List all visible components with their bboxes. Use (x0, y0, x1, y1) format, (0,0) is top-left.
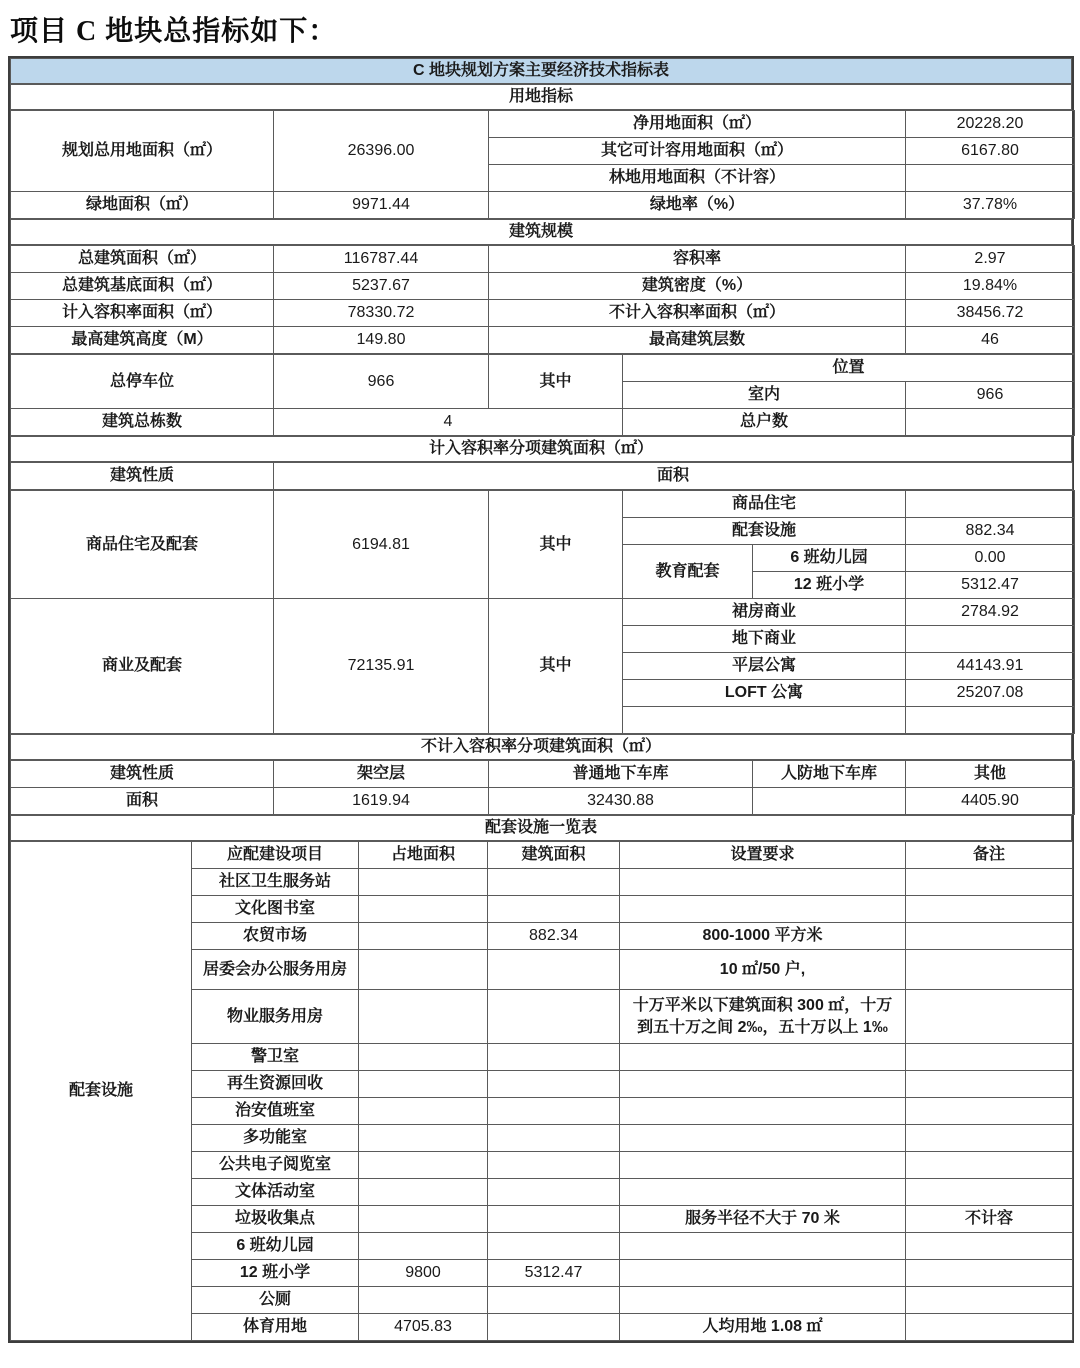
facility-name-cell: 文化图书室 (192, 896, 359, 923)
facility-remark-cell (906, 1260, 1073, 1287)
far-excluded-value-cell: 1619.94 (274, 788, 489, 815)
planned-total-area-label: 规划总用地面积（㎡） (11, 111, 274, 192)
facility-floor-area-cell (488, 1206, 620, 1233)
far-excluded-header-cell: 普通地下车库 (489, 761, 753, 788)
facility-name-cell: 居委会办公服务用房 (192, 950, 359, 990)
facility-col-header: 占地面积 (359, 842, 488, 869)
facilities-table (10, 841, 1073, 1341)
building-metric-value: 38456.72 (906, 300, 1075, 327)
far-excluded-value-cell: 4405.90 (906, 788, 1075, 815)
table-row (11, 327, 1075, 354)
building-metric-value: 46 (906, 327, 1075, 354)
far-item-label (623, 707, 906, 734)
facility-name-cell: 农贸市场 (192, 923, 359, 950)
net-area-label: 净用地面积（㎡） (489, 111, 906, 138)
far-excluded-header-cell: 建筑性质 (11, 761, 274, 788)
building-metric-value: 78330.72 (274, 300, 489, 327)
residential-group-label: 商品住宅及配套 (11, 491, 274, 599)
facilities-section-header: 配套设施一览表 (11, 816, 1072, 841)
far-item-value: 44143.91 (906, 653, 1075, 680)
far-item-label: 12 班小学 (753, 572, 906, 599)
table-row (11, 463, 1073, 490)
facility-remark-cell (906, 869, 1073, 896)
among-label: 其中 (489, 355, 623, 409)
facility-requirement-cell: 服务半径不大于 70 米 (620, 1206, 906, 1233)
building-metric-value: 2.97 (906, 246, 1075, 273)
land-section-header: 用地指标 (11, 85, 1072, 110)
facility-remark-cell (906, 896, 1073, 923)
far-item-value: 882.34 (906, 518, 1075, 545)
far-included-section-header: 计入容积率分项建筑面积（㎡） (11, 437, 1072, 462)
far-item-value: 25207.08 (906, 680, 1075, 707)
facility-floor-area-cell (488, 869, 620, 896)
section-header-far-included (10, 436, 1072, 462)
facility-remark-cell (906, 1071, 1073, 1098)
far-item-label: 地下商业 (623, 626, 906, 653)
facility-land-area-cell (359, 1044, 488, 1071)
far-item-label: 平层公寓 (623, 653, 906, 680)
table-row (11, 788, 1075, 815)
facility-name-cell: 垃圾收集点 (192, 1206, 359, 1233)
facility-floor-area-cell (488, 1233, 620, 1260)
building-metric-label: 不计入容积率面积（㎡） (489, 300, 906, 327)
section-header-building (10, 219, 1072, 245)
building-metric-value: 149.80 (274, 327, 489, 354)
facility-side-label: 配套设施 (11, 842, 192, 1341)
facility-land-area-cell (359, 869, 488, 896)
net-area-value: 20228.20 (906, 111, 1075, 138)
facility-name-cell: 文体活动室 (192, 1179, 359, 1206)
commercial-group-label: 商业及配套 (11, 599, 274, 734)
nature-label: 建筑性质 (11, 463, 274, 490)
area-label: 面积 (274, 463, 1073, 490)
far-included-header-row (10, 462, 1073, 490)
facility-requirement-cell (620, 1287, 906, 1314)
facility-floor-area-cell (488, 1152, 620, 1179)
facility-floor-area-cell (488, 950, 620, 990)
facility-floor-area-cell: 5312.47 (488, 1260, 620, 1287)
facility-name-cell: 警卫室 (192, 1044, 359, 1071)
facility-remark-cell (906, 923, 1073, 950)
facility-requirement-cell (620, 1152, 906, 1179)
far-item-value (906, 491, 1075, 518)
section-header-facilities (10, 815, 1072, 841)
other-area-value: 6167.80 (906, 138, 1075, 165)
far-excluded-section-header: 不计入容积率分项建筑面积（㎡） (11, 735, 1072, 760)
facility-land-area-cell: 9800 (359, 1260, 488, 1287)
facility-land-area-cell (359, 990, 488, 1044)
facility-requirement-cell (620, 1125, 906, 1152)
facility-remark-cell (906, 1125, 1073, 1152)
residential-group-value: 6194.81 (274, 491, 489, 599)
facility-remark-cell (906, 1179, 1073, 1206)
table-row (11, 192, 1075, 219)
building-section-header: 建筑规模 (11, 220, 1072, 245)
facility-land-area-cell (359, 1287, 488, 1314)
facility-requirement-cell: 人均用地 1.08 ㎡ (620, 1314, 906, 1341)
position-label: 位置 (623, 355, 1075, 382)
facility-name-cell: 多功能室 (192, 1125, 359, 1152)
table-row (11, 246, 1075, 273)
facility-land-area-cell (359, 1152, 488, 1179)
facility-land-area-cell (359, 1125, 488, 1152)
facility-land-area-cell (359, 1233, 488, 1260)
far-excluded-value-cell (753, 788, 906, 815)
building-metric-label: 计入容积率面积（㎡） (11, 300, 274, 327)
far-item-value (906, 626, 1075, 653)
far-excluded-table (10, 760, 1075, 815)
far-item-label: LOFT 公寓 (623, 680, 906, 707)
facility-col-header: 建筑面积 (488, 842, 620, 869)
facility-land-area-cell (359, 1179, 488, 1206)
planned-total-area-value: 26396.00 (274, 111, 489, 192)
table-row (11, 409, 1075, 436)
building-metric-label: 总建筑面积（㎡） (11, 246, 274, 273)
far-excluded-value-cell: 面积 (11, 788, 274, 815)
facility-remark-cell (906, 1233, 1073, 1260)
other-area-label: 其它可计容用地面积（㎡） (489, 138, 906, 165)
facility-remark-cell (906, 990, 1073, 1044)
far-item-value: 0.00 (906, 545, 1075, 572)
facility-floor-area-cell (488, 1287, 620, 1314)
facility-remark-cell (906, 1287, 1073, 1314)
facility-remark-cell (906, 1314, 1073, 1341)
far-item-value (906, 707, 1075, 734)
facility-remark-cell (906, 1098, 1073, 1125)
facility-name-cell: 公共电子阅览室 (192, 1152, 359, 1179)
green-area-value: 9971.44 (274, 192, 489, 219)
facility-floor-area-cell: 882.34 (488, 923, 620, 950)
building-metric-label: 最高建筑层数 (489, 327, 906, 354)
green-rate-value: 37.78% (906, 192, 1075, 219)
indicator-table (8, 56, 1074, 1343)
indoor-label: 室内 (623, 382, 906, 409)
far-item-value: 2784.92 (906, 599, 1075, 626)
facility-requirement-cell (620, 1179, 906, 1206)
far-item-value: 5312.47 (906, 572, 1075, 599)
households-value (906, 409, 1075, 436)
facility-remark-cell (906, 1152, 1073, 1179)
facility-requirement-cell: 800-1000 平方米 (620, 923, 906, 950)
facility-requirement-cell (620, 1098, 906, 1125)
facility-floor-area-cell (488, 1071, 620, 1098)
facility-requirement-cell (620, 1260, 906, 1287)
far-excluded-header-cell: 人防地下车库 (753, 761, 906, 788)
far-item-label: 裙房商业 (623, 599, 906, 626)
far-item-label: 6 班幼儿园 (753, 545, 906, 572)
parking-table (10, 354, 1075, 436)
facility-floor-area-cell (488, 1314, 620, 1341)
building-table (10, 245, 1075, 354)
table-row (11, 761, 1075, 788)
among-label: 其中 (489, 491, 623, 599)
far-excluded-header-cell: 架空层 (274, 761, 489, 788)
facility-requirement-cell (620, 896, 906, 923)
forest-area-value (906, 165, 1075, 192)
facility-requirement-cell (620, 869, 906, 896)
far-item-label: 商品住宅 (623, 491, 906, 518)
far-excluded-header-cell: 其他 (906, 761, 1075, 788)
building-metric-label: 最高建筑高度（M） (11, 327, 274, 354)
facility-floor-area-cell (488, 1044, 620, 1071)
building-metric-label: 容积率 (489, 246, 906, 273)
facility-requirement-cell (620, 1044, 906, 1071)
facility-name-cell: 公厕 (192, 1287, 359, 1314)
facility-remark-cell (906, 1044, 1073, 1071)
facility-remark-cell (906, 950, 1073, 990)
building-metric-value: 19.84% (906, 273, 1075, 300)
facility-land-area-cell (359, 1071, 488, 1098)
facility-floor-area-cell (488, 990, 620, 1044)
facility-floor-area-cell (488, 1179, 620, 1206)
land-table (10, 110, 1075, 219)
section-header-land (10, 84, 1072, 110)
facility-name-cell: 治安值班室 (192, 1098, 359, 1125)
facility-col-header: 应配建设项目 (192, 842, 359, 869)
green-rate-label: 绿地率（%） (489, 192, 906, 219)
facility-land-area-cell (359, 1098, 488, 1125)
facility-land-area-cell (359, 923, 488, 950)
table-row (11, 355, 1075, 382)
building-metric-label: 建筑密度（%） (489, 273, 906, 300)
facility-floor-area-cell (488, 1125, 620, 1152)
table-row (11, 111, 1075, 138)
table-row (11, 273, 1075, 300)
building-metric-value: 5237.67 (274, 273, 489, 300)
table-title-row (10, 58, 1072, 84)
parking-total-value: 966 (274, 355, 489, 409)
facility-requirement-cell: 十万平米以下建筑面积 300 ㎡，十万到五十万之间 2‰，五十万以上 1‰ (620, 990, 906, 1044)
edu-group-label: 教育配套 (623, 545, 753, 599)
facility-col-header: 设置要求 (620, 842, 906, 869)
far-excluded-value-cell: 32430.88 (489, 788, 753, 815)
facility-name-cell: 社区卫生服务站 (192, 869, 359, 896)
commercial-group-value: 72135.91 (274, 599, 489, 734)
green-area-label: 绿地面积（㎡） (11, 192, 274, 219)
among-label: 其中 (489, 599, 623, 734)
table-row (11, 491, 1075, 518)
facility-col-header: 备注 (906, 842, 1073, 869)
table-row (11, 842, 1073, 869)
facility-name-cell: 6 班幼儿园 (192, 1233, 359, 1260)
facility-name-cell: 再生资源回收 (192, 1071, 359, 1098)
far-item-label: 配套设施 (623, 518, 906, 545)
table-title: C 地块规划方案主要经济技术指标表 (11, 59, 1072, 84)
facility-land-area-cell (359, 950, 488, 990)
households-label: 总户数 (623, 409, 906, 436)
facility-land-area-cell (359, 896, 488, 923)
facility-floor-area-cell (488, 896, 620, 923)
building-metric-value: 116787.44 (274, 246, 489, 273)
building-metric-label: 总建筑基底面积（㎡） (11, 273, 274, 300)
facility-name-cell: 12 班小学 (192, 1260, 359, 1287)
blocks-value: 4 (274, 409, 623, 436)
facility-requirement-cell (620, 1233, 906, 1260)
facility-remark-cell: 不计容 (906, 1206, 1073, 1233)
facility-name-cell: 体育用地 (192, 1314, 359, 1341)
table-row (11, 300, 1075, 327)
section-header-far-excluded (10, 734, 1072, 760)
far-included-table (10, 490, 1075, 734)
table-row (11, 599, 1075, 626)
indoor-value: 966 (906, 382, 1075, 409)
facility-land-area-cell (359, 1206, 488, 1233)
facility-floor-area-cell (488, 1098, 620, 1125)
facility-requirement-cell: 10 ㎡/50 户, (620, 950, 906, 990)
facility-name-cell: 物业服务用房 (192, 990, 359, 1044)
facility-requirement-cell (620, 1071, 906, 1098)
facility-land-area-cell: 4705.83 (359, 1314, 488, 1341)
blocks-label: 建筑总栋数 (11, 409, 274, 436)
forest-area-label: 林地用地面积（不计容） (489, 165, 906, 192)
page-heading: 项目 C 地块总指标如下： (10, 16, 338, 47)
parking-total-label: 总停车位 (11, 355, 274, 409)
